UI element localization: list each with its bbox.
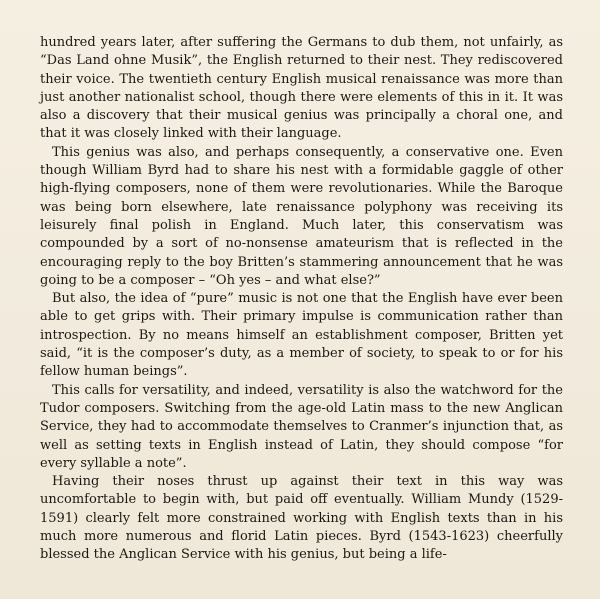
body-text — [40, 34, 563, 565]
paragraph-conservative-genius: This genius was also, and perhaps consequently, a conservative one. Even though William Byrd had to share his nest with a formidable gaggle of other high-flying composers, none of them were revolutionaries. While the Baroque was being born elsewhere, late renaissance polyphony was receiving its leisurely final polish in England. Much later, this conservatism was compounded by a sort of no-nonsense amateurism that is reflected in the encouraging reply to the boy Britten’s stammering announcement that he was going to be a composer – “Oh yes – and what else?” — [40, 144, 563, 288]
paragraph-versatility: This calls for versatility, and indeed, versatility is also the watchword for the Tudor composers. Switching from the age-old Latin mass to the new Anglican Service, they had to accommodate themselves to Cranmer’s injunction that, as well as setting texts in English instead of Latin, they should compose “for every syllable a note”. — [40, 382, 563, 471]
paragraph-continuation: hundred years later, after suffering the Germans to dub them, not unfairly, as “Das Land ohne Musik”, the English returned to their nest. They rediscovered their voice. The twentieth century English musical renaissance was more than just another nationalist school, though there were elements of this in it. It was also a discovery that their musical genius was principally a choral one, and that it was closely linked with their language. — [40, 35, 563, 142]
paragraph-pure-music: But also, the idea of “pure” music is not one that the English have ever been able to get grips with. Their primary impulse is communication rather than introspection. By no means himself an establishment composer, Britten yet said, “it is the composer’s duty, as a member of society, to speak to or for his fellow human beings”. — [40, 291, 563, 380]
paragraph-english-texts: Having their noses thrust up against their text in this way was uncomfortable to begin with, but paid off eventually. William Mundy (1529-1591) clearly felt more constrained working with English texts than in his much more numerous and florid Latin pieces. Byrd (1543-1623) cheerfully blessed the Anglican Service with his genius, but being a life- — [40, 474, 563, 563]
